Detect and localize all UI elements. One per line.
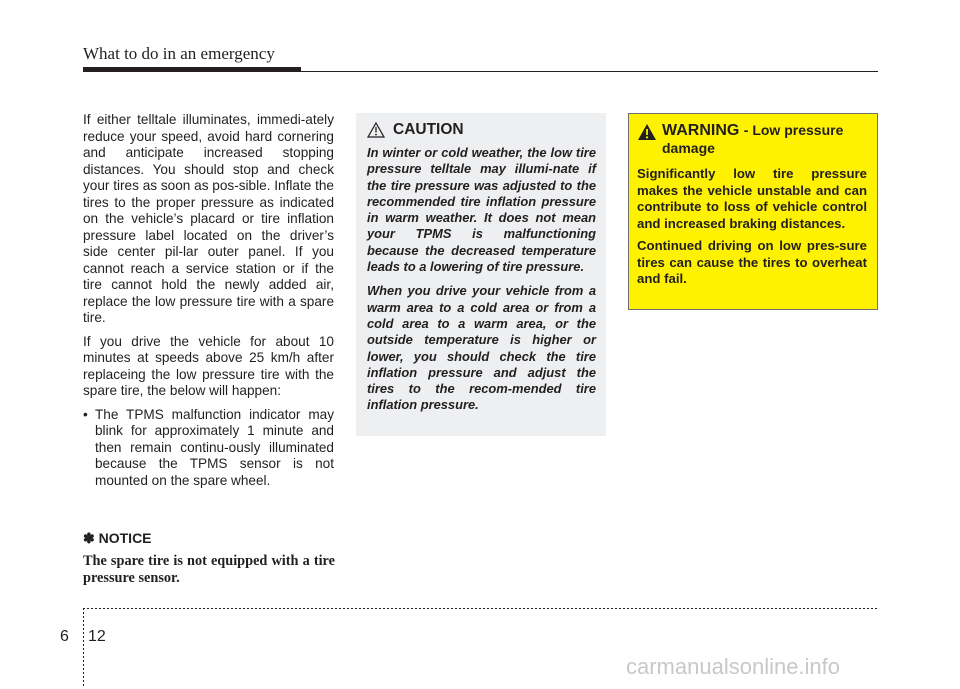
body-paragraph-1: If either telltale illuminates, immedi-ately reduce your speed, avoid hard cornering and anticipate increased stopping distances. You should stop and check your tires as soon as pos-sible. Inflate the tires to the proper pressure as indicated on the vehicle’s placard or tire inflation pressure label located on the driver’s side center pil-lar outer panel. If you cannot reach a service station or if the tire cannot hold the newly added air, replace the low pressure tire with a spare tire.	[83, 112, 334, 325]
warning-title: WARNING	[662, 122, 740, 139]
notice-heading	[83, 530, 152, 547]
body-column	[83, 112, 334, 489]
caution-triangle-icon	[367, 122, 385, 138]
notice-icon: ✽	[83, 530, 95, 546]
page-number: 12	[88, 628, 106, 645]
caution-box	[356, 113, 606, 436]
notice-label: NOTICE	[98, 530, 152, 546]
page-header-title: What to do in an emergency	[83, 44, 275, 63]
notice-text: The spare tire is not equipped with a tire pressure sensor.	[83, 553, 335, 586]
caution-title: CAUTION	[393, 121, 464, 138]
warning-paragraph-2: Continued driving on low pres-sure tires can cause the tires to overheat and fail.	[637, 238, 867, 286]
footer-vertical-rule	[83, 608, 84, 686]
caution-heading	[367, 121, 596, 139]
bullet-icon: •	[83, 406, 88, 422]
bullet-text: The TPMS malfunction indicator may blink for approximately 1 minute and then remain continu-ously illuminated because the TPMS sensor is not mounted on the spare wheel.	[95, 406, 334, 488]
header-rule	[83, 71, 878, 72]
warning-triangle-icon	[637, 123, 657, 141]
bullet-item	[83, 407, 334, 490]
warning-body	[637, 166, 867, 288]
caution-body	[367, 145, 596, 414]
warning-subtitle: - Low pressure damage	[662, 122, 844, 156]
warning-heading	[637, 122, 867, 158]
watermark: carmanualsonline.info	[626, 654, 841, 679]
caution-paragraph-2: When you drive your vehicle from a warm area to a cold area or from a cold area to a warm area, or the outside temperature is higher or lower, you should check the tire inflation pressure and adjust the tires to the recom-mended tire inflation pressure.	[367, 283, 596, 413]
body-paragraph-2: If you drive the vehicle for about 10 minutes at speeds above 25 km/h after replaceing the low pressure tire with the spare tire, the below will happen:	[83, 333, 334, 398]
warning-box	[628, 113, 878, 310]
footer-horizontal-rule	[83, 608, 878, 609]
chapter-number: 6	[60, 628, 69, 645]
caution-paragraph-1: In winter or cold weather, the low tire pressure telltale may illumi-nate if the tire pressure was adjusted to the recommended tire inflation pressure in warm weather. It does not mean your TPMS is malfunctioning because the decreased temperature leads to a lowering of tire pressure.	[367, 145, 596, 275]
warning-paragraph-1: Significantly low tire pressure makes the vehicle unstable and can contribute to loss of vehicle control and increased braking distances.	[637, 166, 867, 231]
